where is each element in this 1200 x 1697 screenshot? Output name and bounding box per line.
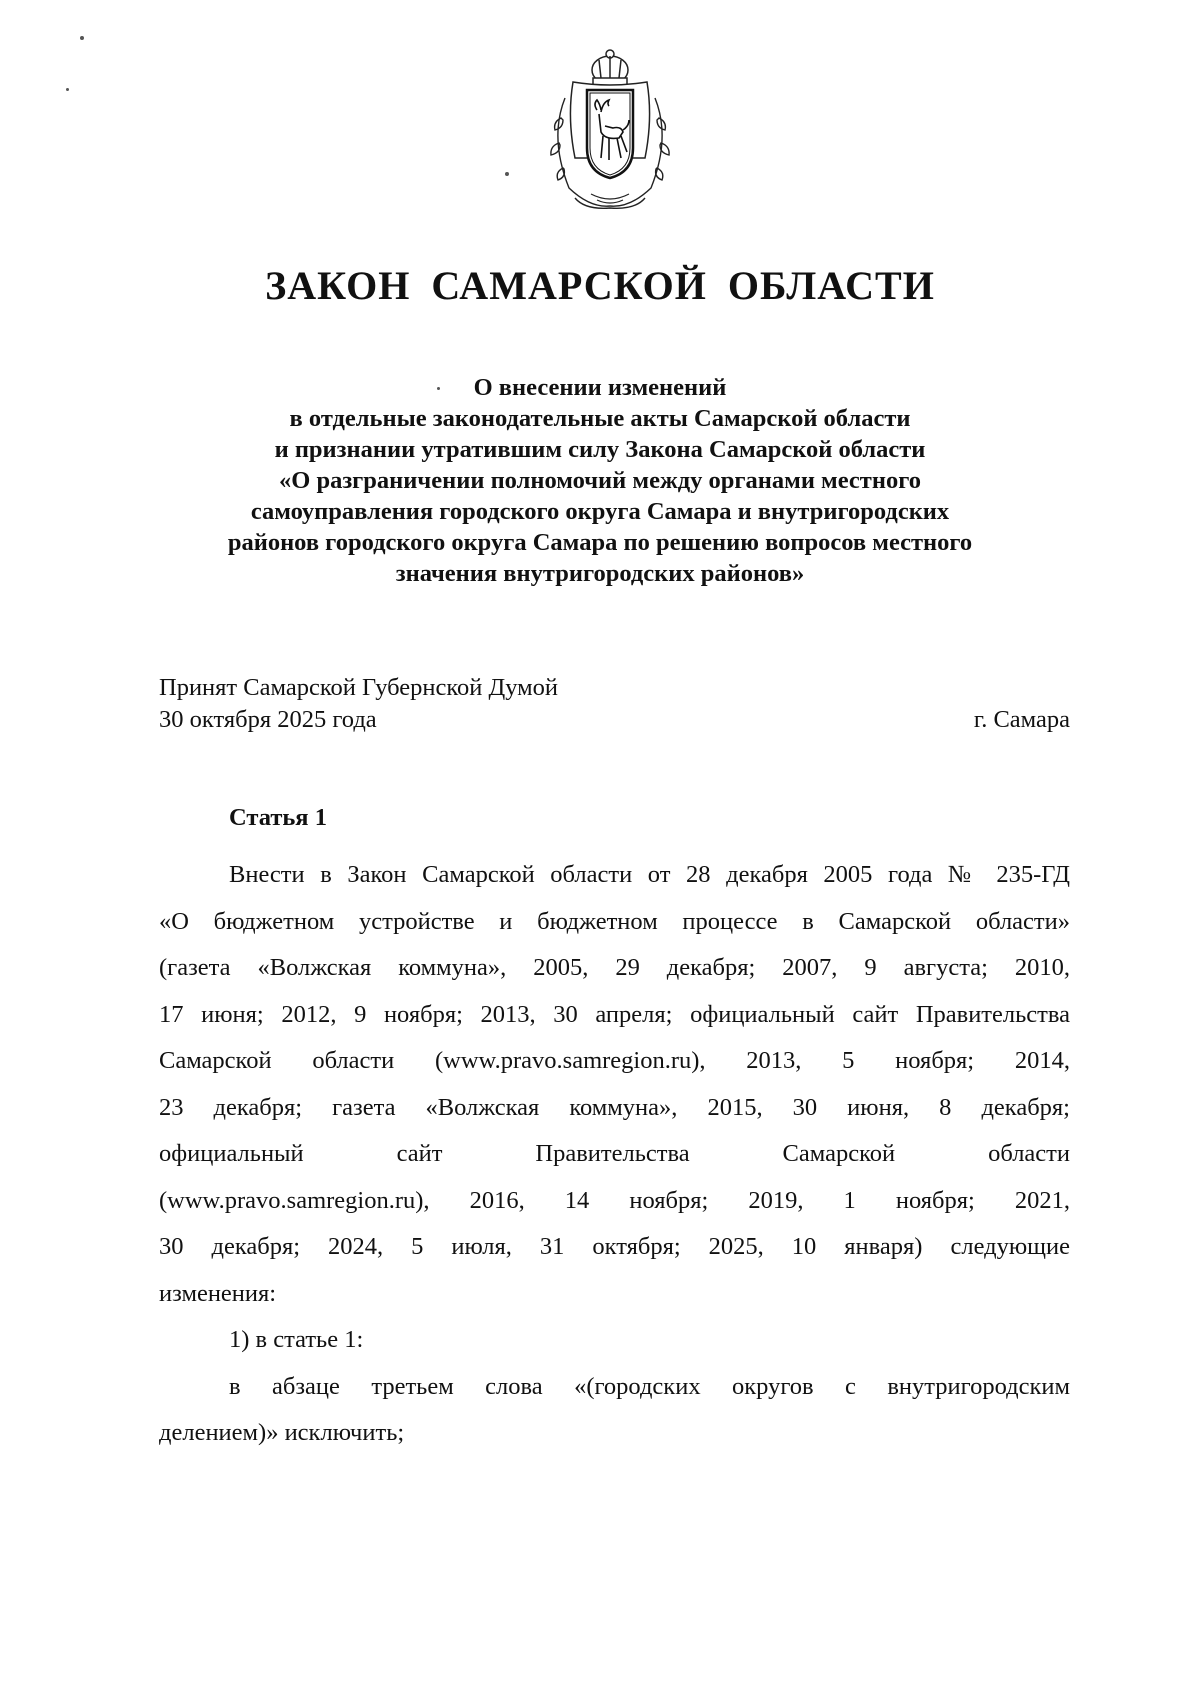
body-line: Внести в Закон Самарской области от 28 декабря 2005 года № 235-ГД: [229, 861, 1070, 888]
adopted-by: Принят Самарской Губернской Думой: [159, 674, 559, 701]
list-item: 1) в статье 1:: [229, 1326, 364, 1353]
body-line: 17 июня; 2012, 9 ноября; 2013, 30 апреля; официальный сайт Правительства: [159, 1000, 1070, 1028]
adoption-date: 30 октября 2025 года: [159, 706, 377, 733]
body-line: в абзаце третьем слова «(городских округов с внутригородским: [229, 1372, 1070, 1400]
article-title: Статья 1: [229, 804, 327, 831]
subtitle-line: районов городского округа Самара по решению вопросов местного: [227, 529, 973, 556]
body-line: делением)» исключить;: [159, 1419, 405, 1446]
body-line: 23 декабря; газета «Волжская коммуна», 2015, 30 июня, 8 декабря;: [159, 1093, 1070, 1121]
article-body: [159, 852, 1070, 1457]
document-title: ЗАКОН САМАРСКОЙ ОБЛАСТИ: [265, 263, 935, 308]
subtitle-line: «О разграничении полномочий между органами местного: [279, 467, 921, 494]
body-line: 30 декабря; 2024, 5 июля, 31 октября; 2025, 10 января) следующие: [159, 1233, 1070, 1260]
body-line: «О бюджетном устройстве и бюджетном процессе в Самарской области»: [159, 907, 1070, 935]
coat-of-arms-icon: [535, 48, 685, 218]
body-line: Самарской области (www.pravo.samregion.ru), 2013, 5 ноября; 2014,: [159, 1047, 1070, 1074]
adoption-info: [159, 672, 558, 736]
body-line: изменения:: [159, 1279, 277, 1307]
body-line: (газета «Волжская коммуна», 2005, 29 декабря; 2007, 9 августа; 2010,: [159, 954, 1070, 981]
document-subtitle: [130, 372, 1070, 589]
city-name: г. Самара: [973, 706, 1070, 733]
subtitle-line: самоуправления городского округа Самара и внутригородских: [250, 498, 950, 525]
subtitle-line: и признании утратившим силу Закона Самарской области: [274, 436, 926, 463]
body-line: официальный сайт Правительства Самарской области: [159, 1140, 1070, 1167]
subtitle-line: значения внутригородских районов»: [395, 560, 805, 587]
body-line: (www.pravo.samregion.ru), 2016, 14 ноября; 2019, 1 ноября; 2021,: [159, 1186, 1070, 1214]
subtitle-line: О внесении изменений: [473, 374, 727, 401]
subtitle-line: в отдельные законодательные акты Самарской области: [289, 405, 911, 432]
